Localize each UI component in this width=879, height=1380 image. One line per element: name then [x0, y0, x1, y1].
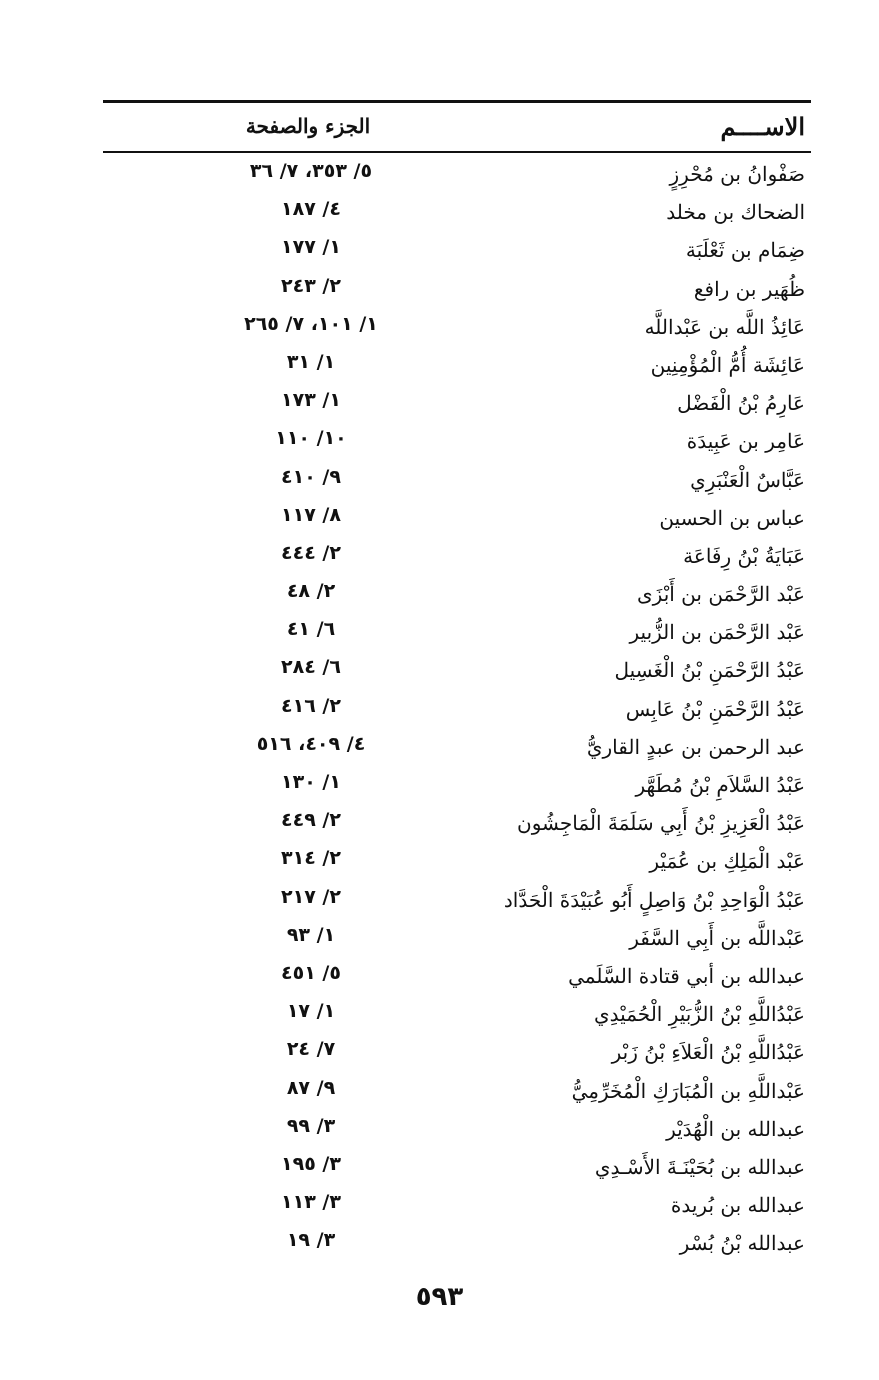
name-index-list [103, 158, 811, 1265]
entry-volume-page: ٣/ ٩٩ [286, 1114, 336, 1137]
index-entry [103, 387, 811, 425]
index-entry [103, 349, 811, 387]
page-number: ٥٩٣ [415, 1282, 464, 1312]
entry-name: عبدالله بن أبي قتادة السَّلَمي [568, 963, 805, 988]
entry-volume-page: ٨/ ١١٧ [281, 503, 341, 526]
entry-volume-page: ٥/ ٣٥٣، ٧/ ٣٦ [249, 160, 373, 182]
index-entry [103, 1113, 811, 1151]
entry-volume-page: ١/ ١٧٧ [281, 236, 341, 259]
index-entry [103, 158, 811, 196]
entry-volume-page: ١٠/ ١١٠ [275, 427, 347, 450]
entry-volume-page: ١/ ١٠١، ٧/ ٢٦٥ [244, 312, 378, 335]
entry-volume-page: ٢/ ٢٤٣ [281, 274, 341, 297]
entry-name: عَبْد الرَّحْمَن بن الزُّبير [629, 620, 805, 645]
index-entry [103, 502, 811, 540]
table-header [103, 112, 811, 148]
index-entry [103, 464, 811, 502]
entry-volume-page: ٦/ ٤١ [286, 618, 336, 641]
entry-volume-page: ١/ ٣١ [286, 350, 336, 373]
index-entry [103, 616, 811, 654]
index-entry [103, 311, 811, 349]
entry-volume-page: ١/ ١٣٠ [281, 771, 341, 793]
entry-name: عبد الرحمن بن عبدٍ القاريُّ [586, 734, 805, 759]
index-entry [103, 273, 811, 311]
index-entry [103, 769, 811, 807]
top-rule [103, 100, 811, 103]
index-entry [103, 731, 811, 769]
entry-volume-page: ٤/ ١٨٧ [281, 198, 341, 221]
index-entry [103, 654, 811, 692]
entry-volume-page: ٥/ ٤٥١ [281, 961, 341, 984]
index-entry [103, 807, 811, 845]
entry-volume-page: ٧/ ٢٤ [286, 1038, 336, 1061]
index-entry [103, 1075, 811, 1113]
index-entry [103, 196, 811, 234]
entry-name: عَبْدُ الرَّحْمَنِ بْنُ الْغَسِيل [614, 658, 805, 683]
index-entry [103, 693, 811, 731]
index-entry [103, 425, 811, 463]
index-entry [103, 960, 811, 998]
entry-name: عبدالله بْنُ بُسْر [679, 1231, 805, 1256]
entry-name: عَبْدُ الْوَاحِدِ بْنُ وَاصِلٍ أَبُو عُبَيْدَةَ الْحَدَّاد [503, 887, 805, 912]
entry-name: عَائِذُ اللَّه بن عَبْداللَّه [644, 314, 805, 339]
entry-volume-page: ٩/ ٨٧ [286, 1076, 336, 1099]
index-entry [103, 884, 811, 922]
entry-volume-page: ٢/ ٤٤٤ [281, 541, 341, 564]
entry-name: عَبْدُاللَّهِ بْنُ الزُّبَيْرِ الْحُمَيْدِي [594, 1002, 805, 1027]
entry-volume-page: ١/ ٩٣ [286, 923, 336, 946]
index-entry [103, 998, 811, 1036]
index-entry [103, 1036, 811, 1074]
entry-volume-page: ٣/ ١١٣ [281, 1191, 341, 1214]
entry-name: عبدالله بن بُحَيْنَـةَ الأَسْـدِي [594, 1154, 805, 1179]
entry-name: عَائِشَة أُمُّ الْمُؤْمِنِين [650, 352, 805, 377]
index-entry [103, 1227, 811, 1265]
entry-volume-page: ٦/ ٢٨٤ [281, 656, 341, 679]
entry-volume-page: ١/ ١٧٣ [281, 389, 341, 412]
entry-name: عبدالله بن الْهُدَيْر [666, 1116, 805, 1141]
entry-name: صَفْوانُ بن مُحْرِزٍ [669, 162, 805, 186]
index-entry [103, 922, 811, 960]
index-entry [103, 1189, 811, 1227]
entry-volume-page: ١/ ١٧ [286, 1000, 336, 1023]
entry-name: الضحاك بن مخلد [666, 200, 805, 225]
entry-volume-page: ٩/ ٤١٠ [281, 465, 341, 488]
entry-name: عَبْدُ الرَّحْمَنِ بْنُ عَابِس [625, 696, 805, 721]
volume-page-column-heading: الجزء والصفحة [245, 114, 371, 138]
entry-name: عَبْدُ الْعَزِيزِ بْنُ أَبِي سَلَمَةَ الْمَاجِشُون [517, 811, 805, 836]
entry-volume-page: ٣/ ١٩ [286, 1229, 336, 1252]
index-entry [103, 845, 811, 883]
entry-name: عباس بن الحسين [659, 505, 805, 530]
header-rule [103, 151, 811, 153]
entry-volume-page: ٣/ ١٩٥ [281, 1152, 341, 1175]
name-column-heading: الاســــم [720, 112, 805, 141]
index-entry [103, 1151, 811, 1189]
entry-name: عَبْدُاللَّهِ بْنُ الْعَلاَءِ بْنُ زَبْر [611, 1040, 805, 1065]
entry-name: عَبْدُ السَّلاَمِ بْنُ مُطَهَّر [635, 773, 805, 797]
entry-volume-page: ٢/ ٤٨ [286, 580, 336, 603]
entry-name: عَامِر بن عَبِيدَة [686, 429, 805, 454]
index-entry [103, 540, 811, 578]
entry-volume-page: ٢/ ٣١٤ [281, 847, 341, 870]
entry-volume-page: ٤/ ٤٠٩، ٥١٦ [256, 732, 366, 755]
entry-volume-page: ٢/ ٤١٦ [281, 694, 341, 717]
entry-name: عبدالله بن بُريدة [670, 1193, 805, 1218]
entry-volume-page: ٢/ ٤٤٩ [281, 809, 341, 832]
entry-name: عَبْد الرَّحْمَن بن أَبْزَى [637, 582, 805, 607]
index-entry [103, 578, 811, 616]
entry-name: عَبَايَةُ بْنُ رِفَاعَة [683, 543, 805, 568]
entry-name: عَبْد الْمَلِكِ بن عُمَيْر [649, 849, 805, 874]
entry-name: عَبْداللَّه بن أَبِي السَّفَر [629, 925, 805, 950]
entry-name: عَارِمُ بْنُ الْفَضْل [677, 391, 805, 416]
index-entry [103, 234, 811, 272]
entry-name: ضِمَام بن ثَعْلَبَة [685, 238, 805, 263]
entry-name: ظُهَير بن رافع [693, 276, 805, 301]
entry-name: عَبْداللَّهِ بن الْمُبَارَكِ الْمُخَرِّمِيُّ [571, 1078, 805, 1103]
entry-name: عَبَّاسٌ الْعَنْبَرِي [690, 467, 805, 492]
entry-volume-page: ٢/ ٢١٧ [281, 885, 341, 908]
